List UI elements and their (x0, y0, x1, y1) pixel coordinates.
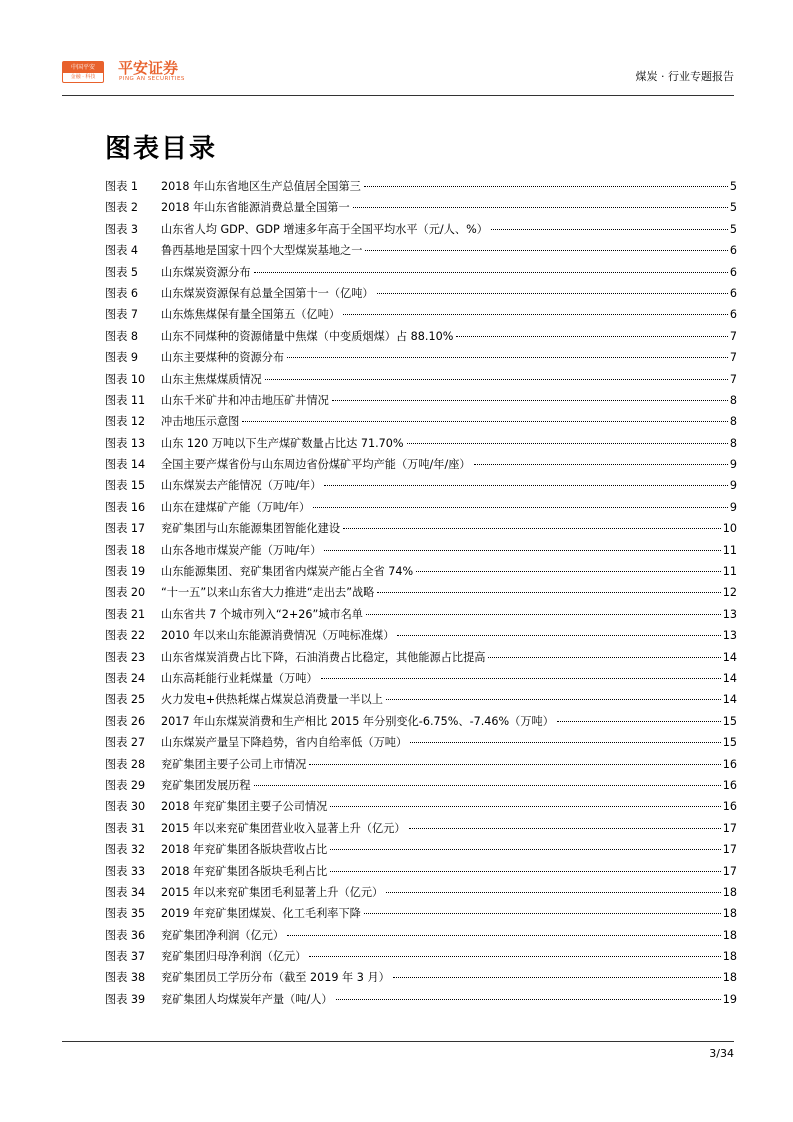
toc-entry[interactable] (105, 240, 737, 261)
toc-entry-page: 17 (722, 843, 737, 857)
toc-entry-title: 2018 年兖矿集团各版块毛利占比 (161, 864, 328, 878)
toc-entry-title: “十一五”以来山东省大力推进“走出去”战略 (161, 586, 375, 600)
toc-entry-number: 图表 17 (105, 522, 146, 536)
toc-entry-page: 5 (729, 222, 737, 236)
toc-entry-title: 2017 年山东煤炭消费和生产相比 2015 年分别变化-6.75%、-7.46%（万吨） (161, 714, 554, 728)
brand-name-cn: 平安证券 (118, 59, 179, 77)
toc-entry[interactable] (105, 433, 737, 454)
toc-entry-page: 14 (722, 693, 737, 707)
toc-entry[interactable] (105, 647, 737, 668)
toc-entry[interactable] (105, 925, 737, 946)
toc-entry-leader (407, 443, 728, 444)
toc-entry-leader (353, 207, 728, 208)
toc-entry[interactable] (105, 946, 737, 967)
toc-entry-page: 14 (722, 671, 737, 685)
toc-entry-number: 图表 27 (105, 736, 146, 750)
toc-entry-title: 鲁西基地是国家十四个大型煤炭基地之一 (161, 244, 363, 258)
toc-entry[interactable] (105, 839, 737, 860)
toc-entry-title: 山东在建煤矿产能（万吨/年） (161, 500, 311, 514)
toc-entry-number: 图表 13 (105, 436, 146, 450)
toc-entry-title: 山东省人均 GDP、GDP 增速多年高于全国平均水平（元/人、%） (161, 222, 488, 236)
toc-entry-number: 图表 32 (105, 843, 146, 857)
toc-entry-number: 图表 25 (105, 693, 146, 707)
toc-entry-number: 图表 8 (105, 329, 139, 343)
toc-entry[interactable] (105, 668, 737, 689)
toc-entry-number: 图表 11 (105, 393, 146, 407)
toc-entry-page: 16 (722, 800, 737, 814)
toc-entry-page: 8 (729, 436, 737, 450)
toc-entry[interactable] (105, 689, 737, 710)
toc-entry-page: 9 (729, 500, 737, 514)
toc-entry-leader (309, 764, 720, 765)
ping-an-logo (62, 61, 104, 83)
toc-entry-page: 11 (722, 565, 737, 579)
toc-entry-number: 图表 12 (105, 415, 146, 429)
toc-entry-page: 7 (729, 329, 737, 343)
toc-entry-leader (488, 657, 720, 658)
logo-bottom-text: 金融 · 科技 (70, 74, 96, 80)
toc-entry[interactable] (105, 262, 737, 283)
toc-entry-number: 图表 37 (105, 950, 146, 964)
toc-entry-page: 6 (729, 308, 737, 322)
toc-entry-number: 图表 22 (105, 629, 146, 643)
toc-entry-page: 11 (722, 543, 737, 557)
toc-entry-page: 6 (729, 244, 737, 258)
toc-entry-title: 2010 年以来山东能源消费情况（万吨标准煤） (161, 629, 395, 643)
toc-entry-number: 图表 19 (105, 565, 146, 579)
toc-entry[interactable] (105, 475, 737, 496)
toc-entry-leader (254, 272, 728, 273)
toc-entry-page: 14 (722, 650, 737, 664)
toc-entry[interactable] (105, 497, 737, 518)
toc-entry-number: 图表 18 (105, 543, 146, 557)
toc-entry-number: 图表 16 (105, 500, 146, 514)
toc-entry-page: 5 (729, 201, 737, 215)
toc-entry-title: 兖矿集团净利润（亿元） (161, 928, 285, 942)
toc-entry[interactable] (105, 604, 737, 625)
toc-entry-page: 7 (729, 351, 737, 365)
toc-entry-page: 6 (729, 286, 737, 300)
toc-entry-title: 山东千米矿井和冲击地压矿井情况 (161, 393, 329, 407)
toc-entry-leader (386, 699, 721, 700)
toc-entry[interactable] (105, 861, 737, 882)
toc-entry-title: 兖矿集团发展历程 (161, 778, 251, 792)
toc-entry-leader (456, 336, 728, 337)
toc-entry-number: 图表 7 (105, 308, 139, 322)
toc-entry-number: 图表 35 (105, 907, 146, 921)
toc-entry-number: 图表 26 (105, 714, 146, 728)
toc-entry-title: 兖矿集团归母净利润（亿元） (161, 950, 307, 964)
toc-entry-title: 2018 年山东省能源消费总量全国第一 (161, 201, 350, 215)
toc-entry[interactable] (105, 176, 737, 197)
toc-entry-leader (324, 485, 727, 486)
toc-entry-title: 山东各地市煤炭产能（万吨/年） (161, 543, 322, 557)
toc-entry-number: 图表 20 (105, 586, 146, 600)
toc-entry-number: 图表 4 (105, 244, 139, 258)
page-number: 3/34 (709, 1047, 734, 1060)
toc-entry-title: 山东能源集团、兖矿集团省内煤炭产能占全省 74% (161, 565, 414, 579)
toc-entry-page: 6 (729, 265, 737, 279)
toc-entry-page: 8 (729, 415, 737, 429)
toc-entry-leader (491, 229, 728, 230)
toc-entry-number: 图表 2 (105, 201, 139, 215)
header-divider (62, 95, 734, 96)
toc-entry-leader (330, 871, 720, 872)
toc-entry-leader (330, 806, 720, 807)
toc-entry-number: 图表 21 (105, 607, 146, 621)
toc-entry-number: 图表 38 (105, 971, 146, 985)
toc-entry-page: 18 (722, 907, 737, 921)
toc-entry-page: 16 (722, 778, 737, 792)
logo-top-text: 中国平安 (63, 62, 103, 73)
toc-entry-leader (287, 935, 721, 936)
toc-entry[interactable] (105, 882, 737, 903)
toc-entry-number: 图表 30 (105, 800, 146, 814)
toc-entry[interactable] (105, 903, 737, 924)
toc-entry-page: 16 (722, 757, 737, 771)
toc-entry-page: 18 (722, 885, 737, 899)
toc-entry-page: 9 (729, 458, 737, 472)
toc-entry-leader (474, 464, 728, 465)
toc-entry-number: 图表 31 (105, 821, 146, 835)
toc-entry-leader (242, 421, 728, 422)
toc-entry-number: 图表 6 (105, 286, 139, 300)
toc-entry-leader (416, 571, 721, 572)
toc-entry[interactable] (105, 518, 737, 539)
toc-entry[interactable] (105, 561, 737, 582)
toc-entry[interactable] (105, 625, 737, 646)
toc-entry-number: 图表 39 (105, 992, 146, 1006)
page-title: 图表目录 (105, 134, 218, 164)
toc-entry-number: 图表 10 (105, 372, 146, 386)
table-of-figures (105, 176, 737, 1010)
toc-entry-title: 山东煤炭资源保有总量全国第十一（亿吨） (161, 286, 374, 300)
toc-entry-page: 13 (722, 607, 737, 621)
toc-entry-title: 山东 120 万吨以下生产煤矿数量占比达 71.70% (161, 436, 404, 450)
toc-entry-number: 图表 34 (105, 885, 146, 899)
toc-entry-leader (343, 528, 721, 529)
toc-entry-page: 13 (722, 629, 737, 643)
toc-entry-leader (409, 828, 721, 829)
toc-entry-leader (309, 956, 720, 957)
toc-entry-leader (377, 293, 728, 294)
toc-entry-page: 18 (722, 971, 737, 985)
toc-entry-page: 5 (729, 180, 737, 193)
toc-entry-page: 10 (722, 522, 737, 536)
toc-entry-leader (410, 742, 721, 743)
toc-entry-number: 图表 1 (105, 180, 139, 193)
toc-entry-number: 图表 15 (105, 479, 146, 493)
toc-entry-leader (386, 892, 721, 893)
toc-entry-leader (336, 999, 721, 1000)
toc-entry-title: 2015 年以来兖矿集团毛利显著上升（亿元） (161, 885, 384, 899)
toc-entry-title: 兖矿集团与山东能源集团智能化建设 (161, 522, 341, 536)
toc-entry-title: 山东煤炭产量呈下降趋势，省内自给率低（万吨） (161, 736, 408, 750)
toc-entry-title: 山东省煤炭消费占比下降，石油消费占比稳定，其他能源占比提高 (161, 650, 486, 664)
toc-entry[interactable] (105, 454, 737, 475)
toc-entry-leader (265, 379, 728, 380)
toc-entry-leader (343, 314, 728, 315)
toc-entry-title: 冲击地压示意图 (161, 415, 240, 429)
toc-entry-leader (377, 592, 720, 593)
toc-entry-leader (254, 785, 721, 786)
toc-entry-page: 9 (729, 479, 737, 493)
toc-entry-number: 图表 28 (105, 757, 146, 771)
toc-entry-page: 19 (722, 992, 737, 1006)
toc-entry[interactable] (105, 197, 737, 218)
toc-entry-number: 图表 33 (105, 864, 146, 878)
toc-entry[interactable] (105, 326, 737, 347)
report-type: 煤炭 · 行业专题报告 (635, 70, 734, 83)
toc-entry-page: 15 (722, 714, 737, 728)
page-header (62, 55, 734, 95)
toc-entry[interactable] (105, 582, 737, 603)
toc-entry[interactable] (105, 989, 737, 1010)
toc-entry-page: 15 (722, 736, 737, 750)
toc-entry-title: 山东煤炭去产能情况（万吨/年） (161, 479, 322, 493)
toc-entry-page: 7 (729, 372, 737, 386)
toc-entry-title: 火力发电+供热耗煤占煤炭总消费量一半以上 (161, 693, 383, 707)
toc-entry-leader (332, 400, 728, 401)
toc-entry-leader (393, 977, 721, 978)
toc-entry[interactable] (105, 369, 737, 390)
toc-entry-leader (366, 614, 721, 615)
toc-entry-number: 图表 36 (105, 928, 146, 942)
toc-entry-title: 山东高耗能行业耗煤量（万吨） (161, 671, 318, 685)
toc-entry-number: 图表 5 (105, 265, 139, 279)
toc-entry-page: 17 (722, 864, 737, 878)
toc-entry-title: 山东主要煤种的资源分布 (161, 351, 285, 365)
toc-entry-title: 2019 年兖矿集团煤炭、化工毛利率下降 (161, 907, 361, 921)
toc-entry-page: 17 (722, 821, 737, 835)
toc-entry-number: 图表 23 (105, 650, 146, 664)
toc-entry-number: 图表 14 (105, 458, 146, 472)
toc-entry-title: 2018 年兖矿集团主要子公司情况 (161, 800, 328, 814)
toc-entry-number: 图表 29 (105, 778, 146, 792)
toc-entry-leader (330, 849, 720, 850)
toc-entry-title: 2015 年以来兖矿集团营业收入显著上升（亿元） (161, 821, 406, 835)
toc-entry[interactable] (105, 818, 737, 839)
toc-entry[interactable] (105, 967, 737, 988)
toc-entry[interactable] (105, 283, 737, 304)
toc-entry-title: 2018 年山东省地区生产总值居全国第三 (161, 180, 361, 193)
toc-entry-leader (321, 678, 721, 679)
toc-entry-leader (365, 250, 727, 251)
toc-entry-leader (313, 507, 728, 508)
toc-entry[interactable] (105, 390, 737, 411)
toc-entry-number: 图表 24 (105, 671, 146, 685)
toc-entry[interactable] (105, 775, 737, 796)
toc-entry-title: 兖矿集团人均煤炭年产量（吨/人） (161, 992, 333, 1006)
toc-entry-title: 山东省共 7 个城市列入“2+26”城市名单 (161, 607, 363, 621)
toc-entry[interactable] (105, 219, 737, 240)
toc-entry-number: 图表 3 (105, 222, 139, 236)
toc-entry-page: 8 (729, 393, 737, 407)
toc-entry-title: 全国主要产煤省份与山东周边省份煤矿平均产能（万吨/年/座） (161, 458, 471, 472)
toc-entry-title: 山东主焦煤煤质情况 (161, 372, 262, 386)
toc-entry-leader (397, 635, 720, 636)
toc-entry-title: 2018 年兖矿集团各版块营收占比 (161, 843, 328, 857)
toc-entry[interactable] (105, 732, 737, 753)
toc-entry[interactable] (105, 347, 737, 368)
footer-divider (62, 1041, 734, 1042)
toc-entry-title: 兖矿集团员工学历分布（截至 2019 年 3 月） (161, 971, 390, 985)
toc-entry-page: 18 (722, 928, 737, 942)
toc-entry-title: 兖矿集团主要子公司上市情况 (161, 757, 307, 771)
toc-entry-page: 18 (722, 950, 737, 964)
toc-entry[interactable] (105, 540, 737, 561)
toc-entry-title: 山东不同煤种的资源储量中焦煤（中变质烟煤）占 88.10% (161, 329, 454, 343)
toc-entry-leader (557, 721, 721, 722)
toc-entry[interactable] (105, 754, 737, 775)
toc-entry[interactable] (105, 711, 737, 732)
toc-entry-leader (364, 913, 721, 914)
toc-entry-page: 12 (722, 586, 737, 600)
brand-name-en: PING AN SECURITIES (119, 76, 185, 82)
toc-entry-leader (324, 550, 720, 551)
toc-entry-title: 山东煤炭资源分布 (161, 265, 251, 279)
toc-entry-number: 图表 9 (105, 351, 139, 365)
toc-entry-leader (287, 357, 728, 358)
toc-entry[interactable] (105, 411, 737, 432)
toc-entry-leader (364, 186, 728, 187)
toc-entry[interactable] (105, 796, 737, 817)
toc-entry-title: 山东炼焦煤保有量全国第五（亿吨） (161, 308, 341, 322)
toc-entry[interactable] (105, 304, 737, 325)
